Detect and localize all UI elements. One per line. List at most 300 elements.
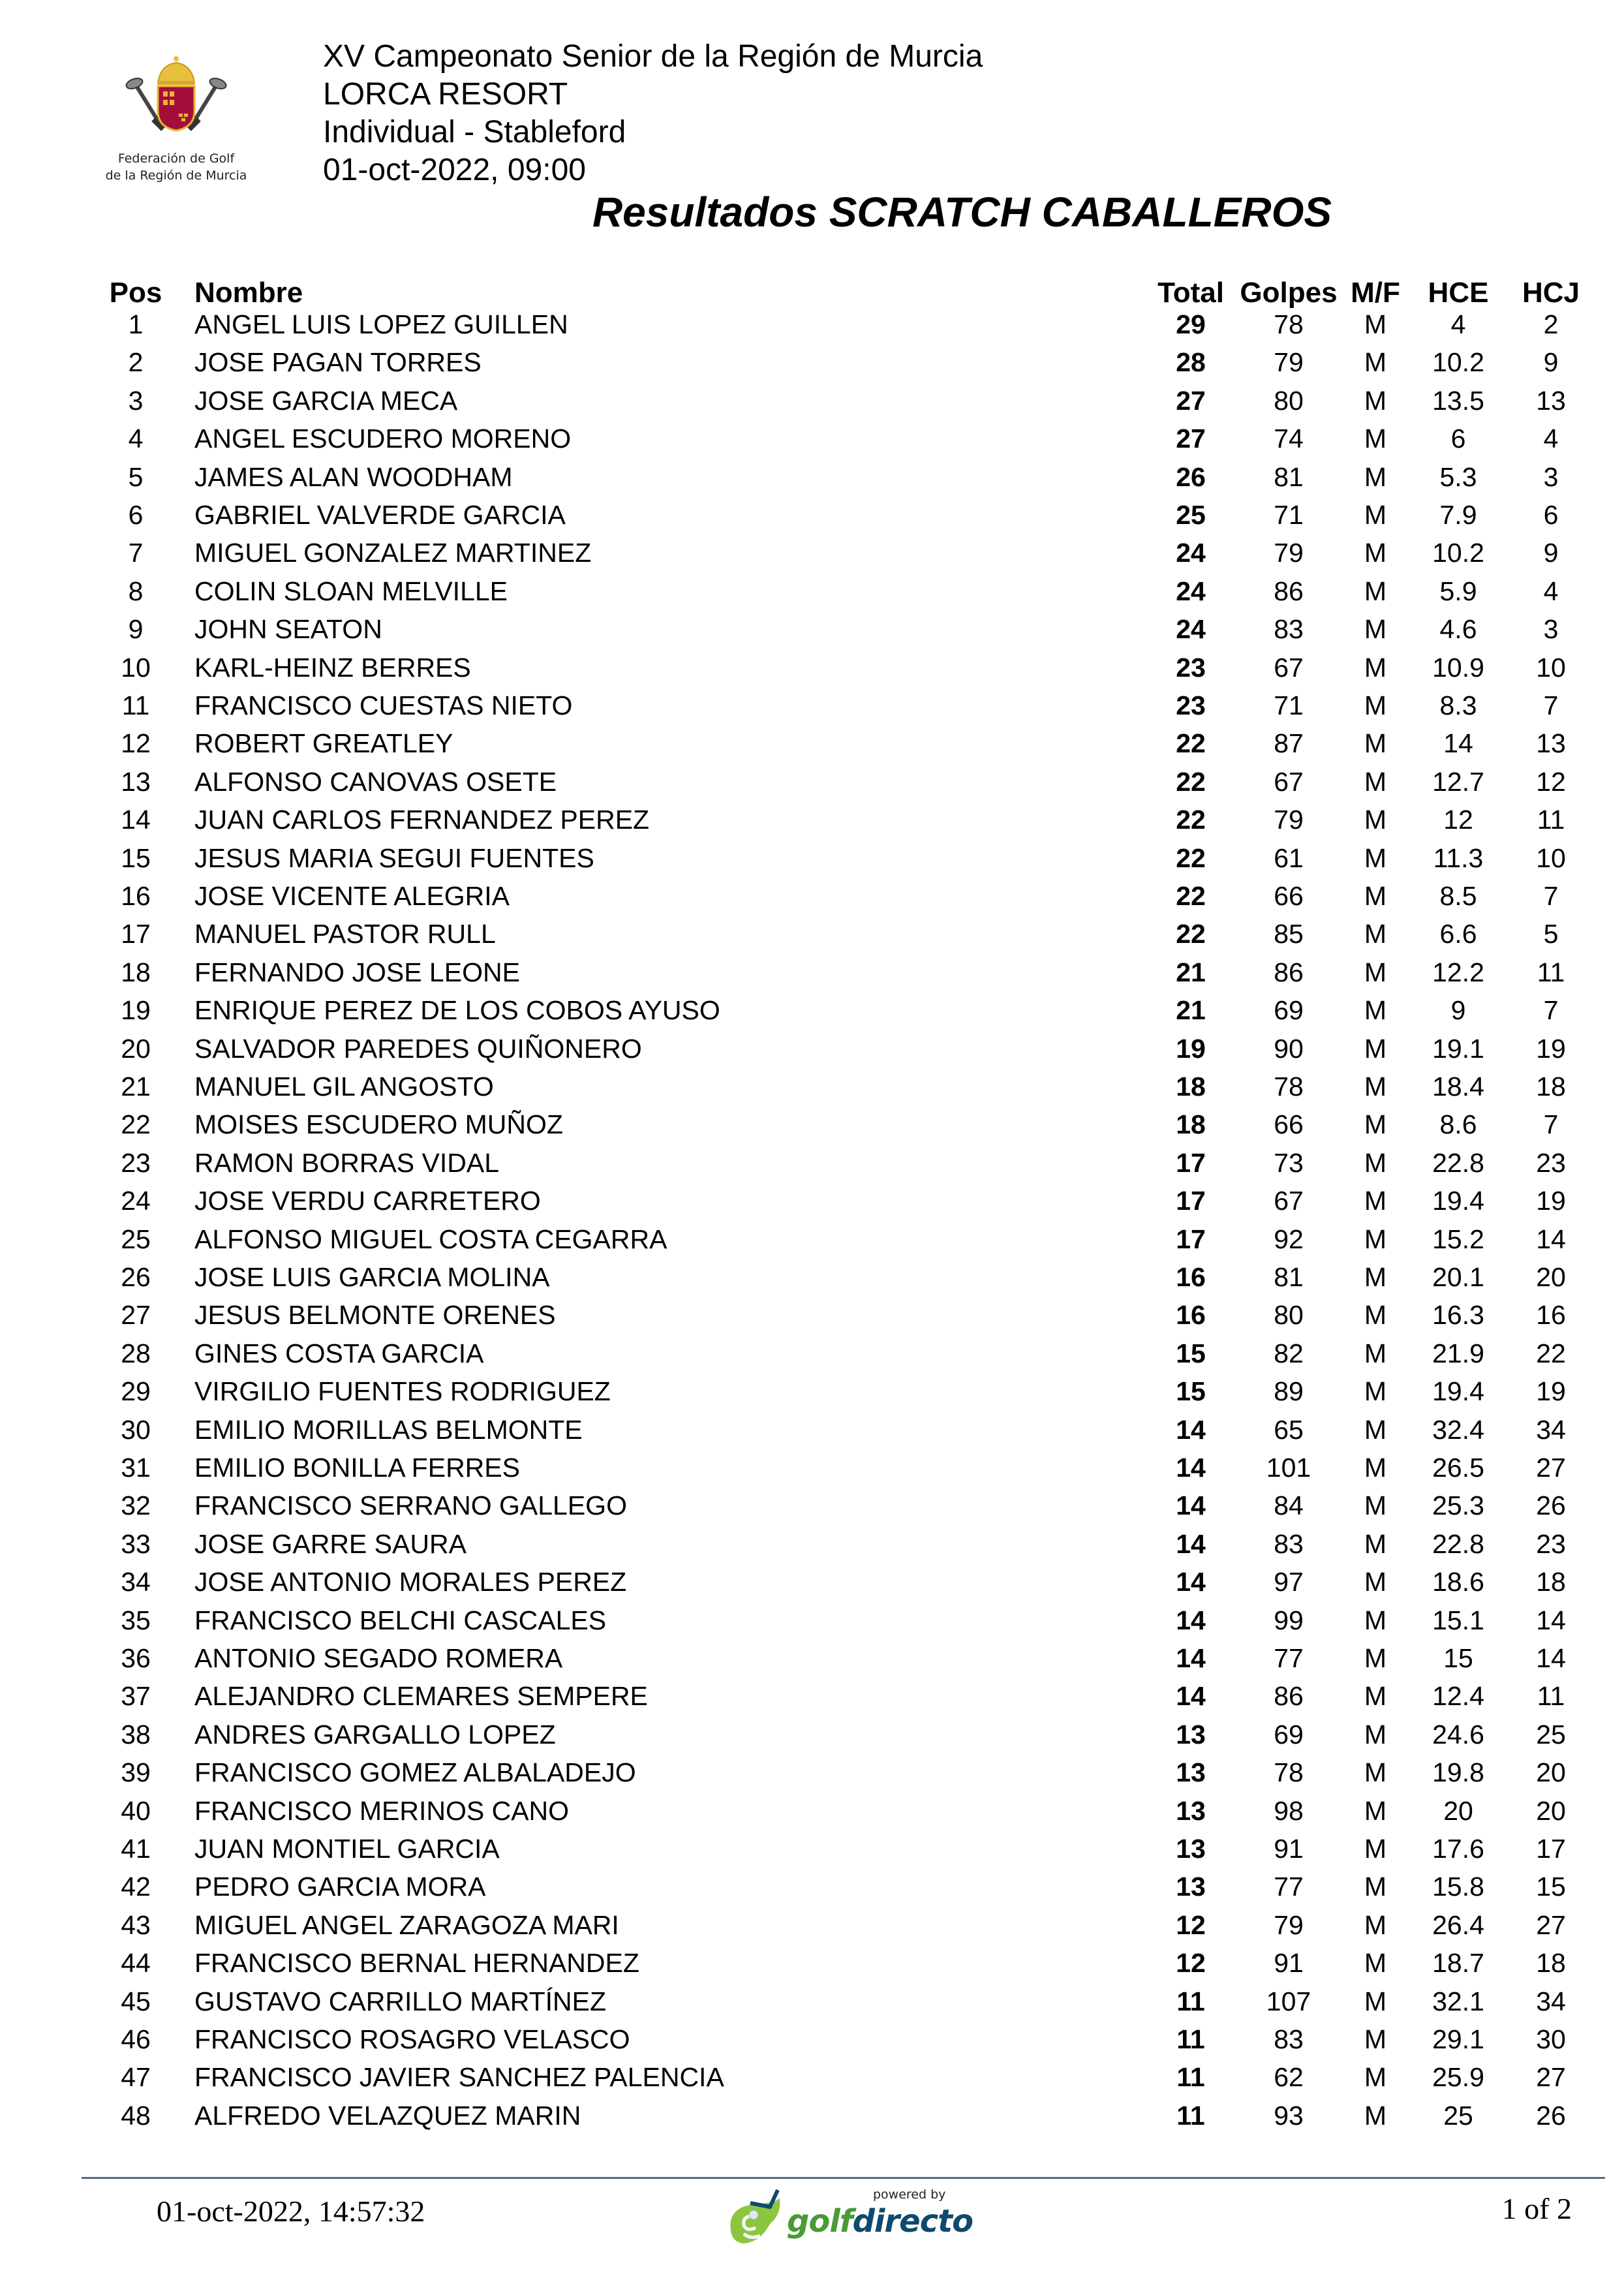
cell-name: ANGEL LUIS LOPEZ GUILLEN — [194, 309, 568, 339]
table-row — [0, 1982, 1624, 2020]
cell-mf: M — [1364, 424, 1387, 454]
cell-hce: 14 — [1443, 728, 1473, 759]
table-row — [0, 420, 1624, 457]
cell-total: 21 — [1176, 995, 1206, 1026]
cell-golpes: 86 — [1274, 576, 1304, 606]
cell-hcj: 13 — [1536, 728, 1566, 759]
column-header-golpes: Golpes — [1240, 277, 1338, 309]
cell-golpes: 62 — [1274, 2062, 1304, 2093]
cell-name: COLIN SLOAN MELVILLE — [194, 576, 508, 606]
cell-golpes: 79 — [1274, 538, 1304, 568]
cell-pos: 34 — [121, 1567, 151, 1597]
cell-pos: 30 — [121, 1414, 151, 1445]
cell-total: 12 — [1176, 1948, 1206, 1979]
cell-total: 22 — [1176, 881, 1206, 911]
cell-hcj: 18 — [1536, 1948, 1566, 1979]
cell-hce: 26.5 — [1432, 1453, 1484, 1483]
cell-golpes: 78 — [1274, 309, 1304, 339]
event-header — [323, 38, 983, 189]
cell-name: JOHN SEATON — [194, 614, 382, 645]
cell-hcj: 14 — [1536, 1605, 1566, 1635]
cell-hce: 12.7 — [1432, 766, 1484, 797]
cell-hcj: 26 — [1536, 1490, 1566, 1521]
cell-total: 15 — [1176, 1376, 1206, 1407]
column-header-hcj: HCJ — [1522, 277, 1580, 309]
cell-golpes: 86 — [1274, 957, 1304, 987]
cell-hcj: 18 — [1536, 1567, 1566, 1597]
cell-total: 11 — [1176, 2062, 1205, 2093]
cell-total: 26 — [1176, 461, 1206, 492]
cell-pos: 44 — [121, 1948, 151, 1979]
golfdirecto-logo — [724, 2185, 973, 2250]
cell-hce: 15.8 — [1432, 1872, 1484, 1902]
cell-golpes: 84 — [1274, 1490, 1304, 1521]
cell-mf: M — [1364, 1338, 1387, 1368]
cell-hce: 12.4 — [1432, 1681, 1484, 1712]
cell-mf: M — [1364, 1490, 1387, 1521]
cell-hce: 9 — [1450, 995, 1466, 1026]
federation-name-line1: Federación de Golf — [117, 151, 235, 166]
cell-total: 15 — [1176, 1338, 1206, 1368]
cell-hcj: 17 — [1536, 1834, 1566, 1864]
page-indicator: 1 of 2 — [1501, 2192, 1572, 2225]
cell-golpes: 79 — [1274, 347, 1304, 378]
golf-club-left-icon — [136, 85, 160, 124]
cell-hcj: 14 — [1536, 1643, 1566, 1673]
cell-name: EMILIO MORILLAS BELMONTE — [194, 1414, 583, 1445]
cell-total: 23 — [1176, 690, 1206, 720]
table-row — [0, 382, 1624, 420]
cell-total: 14 — [1176, 1681, 1206, 1712]
table-row — [0, 1944, 1624, 1982]
cell-hce: 16.3 — [1432, 1300, 1484, 1331]
cell-hcj: 11 — [1537, 805, 1565, 835]
print-timestamp: 01-oct-2022, 14:57:32 — [157, 2195, 425, 2228]
cell-golpes: 78 — [1274, 1757, 1304, 1788]
cell-name: FRANCISCO CUESTAS NIETO — [194, 690, 573, 720]
table-row — [0, 1030, 1624, 1068]
table-row — [0, 458, 1624, 496]
cell-name: ROBERT GREATLEY — [194, 728, 453, 759]
cell-pos: 36 — [121, 1643, 151, 1673]
cell-name: FRANCISCO MERINOS CANO — [194, 1795, 570, 1826]
cell-golpes: 65 — [1274, 1414, 1304, 1445]
cell-hcj: 23 — [1536, 1147, 1566, 1178]
table-row — [0, 763, 1624, 801]
cell-total: 24 — [1176, 614, 1206, 645]
cell-name: JUAN CARLOS FERNANDEZ PEREZ — [194, 805, 650, 835]
cell-name: FRANCISCO ROSAGRO VELASCO — [194, 2024, 630, 2054]
cell-mf: M — [1364, 1376, 1387, 1407]
column-header-hce: HCE — [1428, 277, 1489, 309]
cell-total: 28 — [1176, 347, 1206, 378]
column-header-nombre: Nombre — [194, 277, 303, 309]
cell-golpes: 82 — [1274, 1338, 1304, 1368]
cell-golpes: 66 — [1274, 881, 1304, 911]
cell-hce: 12.2 — [1432, 957, 1484, 987]
table-row — [0, 1906, 1624, 1944]
cell-hcj: 7 — [1543, 690, 1559, 720]
cell-golpes: 67 — [1274, 652, 1304, 683]
cell-total: 22 — [1176, 919, 1206, 949]
cell-golpes: 80 — [1274, 1300, 1304, 1331]
cell-pos: 2 — [128, 347, 144, 378]
cell-pos: 31 — [121, 1453, 151, 1483]
cell-golpes: 98 — [1274, 1795, 1304, 1826]
cell-hce: 19.8 — [1432, 1757, 1484, 1788]
cell-hcj: 19 — [1536, 1376, 1566, 1407]
cell-mf: M — [1364, 614, 1387, 645]
cell-total: 27 — [1176, 385, 1206, 416]
cell-golpes: 79 — [1274, 805, 1304, 835]
cell-total: 16 — [1176, 1262, 1206, 1292]
cell-total: 14 — [1176, 1414, 1206, 1445]
cell-name: JAMES ALAN WOODHAM — [194, 461, 513, 492]
cell-mf: M — [1364, 1986, 1387, 2016]
table-row — [0, 1487, 1624, 1524]
cell-pos: 39 — [121, 1757, 151, 1788]
cell-hce: 20.1 — [1432, 1262, 1484, 1292]
table-row — [0, 1449, 1624, 1487]
cell-golpes: 81 — [1274, 461, 1304, 492]
table-row — [0, 1372, 1624, 1410]
golfdirecto-icon — [724, 2185, 789, 2250]
cell-hcj: 14 — [1536, 1224, 1566, 1254]
cell-hce: 20 — [1443, 1795, 1473, 1826]
cell-hce: 19.4 — [1432, 1376, 1484, 1407]
cell-mf: M — [1364, 2062, 1387, 2093]
cell-pos: 18 — [121, 957, 151, 987]
wordmark-golf: golf — [787, 2203, 853, 2240]
cell-name: JOSE GARCIA MECA — [194, 385, 458, 416]
cell-pos: 29 — [121, 1376, 151, 1407]
column-header-pos: Pos — [109, 277, 162, 309]
cell-hcj: 20 — [1536, 1795, 1566, 1826]
cell-hce: 18.6 — [1432, 1567, 1484, 1597]
cell-name: ANDRES GARGALLO LOPEZ — [194, 1719, 556, 1750]
cell-total: 23 — [1176, 652, 1206, 683]
cell-mf: M — [1364, 1453, 1387, 1483]
cell-pos: 32 — [121, 1490, 151, 1521]
cell-pos: 40 — [121, 1795, 151, 1826]
cell-total: 17 — [1176, 1224, 1206, 1254]
table-row — [0, 877, 1624, 915]
cell-hce: 19.4 — [1432, 1186, 1484, 1216]
report-title: Resultados SCRATCH CABALLEROS — [592, 189, 1332, 236]
cell-pos: 24 — [121, 1186, 151, 1216]
cell-golpes: 78 — [1274, 1072, 1304, 1102]
cell-hcj: 27 — [1536, 1453, 1566, 1483]
cell-hce: 8.3 — [1439, 690, 1477, 720]
column-header-mf: M/F — [1351, 277, 1400, 309]
table-row — [0, 801, 1624, 839]
cell-total: 25 — [1176, 500, 1206, 530]
cell-mf: M — [1364, 1262, 1387, 1292]
cell-mf: M — [1364, 805, 1387, 835]
cell-mf: M — [1364, 1528, 1387, 1559]
cell-pos: 26 — [121, 1262, 151, 1292]
cell-golpes: 85 — [1274, 919, 1304, 949]
cell-hcj: 10 — [1536, 652, 1566, 683]
table-row — [0, 686, 1624, 724]
column-header-total: Total — [1157, 277, 1224, 309]
cell-mf: M — [1364, 1414, 1387, 1445]
cell-pos: 21 — [121, 1072, 151, 1102]
cell-pos: 35 — [121, 1605, 151, 1635]
cell-name: FERNANDO JOSE LEONE — [194, 957, 520, 987]
cell-total: 27 — [1176, 424, 1206, 454]
table-row — [0, 1068, 1624, 1105]
cell-pos: 13 — [121, 766, 151, 797]
cell-golpes: 77 — [1274, 1643, 1304, 1673]
cell-hcj: 23 — [1536, 1528, 1566, 1559]
cell-hce: 25.3 — [1432, 1490, 1484, 1521]
cell-name: JOSE GARRE SAURA — [194, 1528, 467, 1559]
cell-pos: 47 — [121, 2062, 151, 2093]
cell-name: FRANCISCO SERRANO GALLEGO — [194, 1490, 627, 1521]
cell-golpes: 101 — [1266, 1453, 1311, 1483]
cell-name: GINES COSTA GARCIA — [194, 1338, 484, 1368]
table-row — [0, 1144, 1624, 1182]
cell-mf: M — [1364, 1567, 1387, 1597]
table-row — [0, 1296, 1624, 1334]
cell-mf: M — [1364, 1719, 1387, 1750]
cell-mf: M — [1364, 766, 1387, 797]
cell-total: 14 — [1176, 1567, 1206, 1597]
cell-pos: 9 — [128, 614, 144, 645]
cell-name: ALFONSO CANOVAS OSETE — [194, 766, 557, 797]
cell-total: 18 — [1176, 1109, 1206, 1140]
table-row — [0, 1525, 1624, 1563]
cell-name: FRANCISCO BERNAL HERNANDEZ — [194, 1948, 639, 1979]
cell-golpes: 99 — [1274, 1605, 1304, 1635]
cell-mf: M — [1364, 728, 1387, 759]
cell-hcj: 11 — [1537, 957, 1565, 987]
cell-golpes: 89 — [1274, 1376, 1304, 1407]
competition-format: Individual - Stableford — [323, 115, 626, 149]
cell-mf: M — [1364, 1948, 1387, 1979]
golf-club-right-icon — [192, 85, 217, 124]
cell-name: JOSE LUIS GARCIA MOLINA — [194, 1262, 550, 1292]
cell-mf: M — [1364, 461, 1387, 492]
cell-hcj: 19 — [1536, 1186, 1566, 1216]
cell-pos: 25 — [121, 1224, 151, 1254]
cell-total: 13 — [1176, 1719, 1206, 1750]
cell-golpes: 83 — [1274, 614, 1304, 645]
cell-total: 19 — [1176, 1033, 1206, 1064]
table-row — [0, 610, 1624, 648]
cell-pos: 5 — [128, 461, 144, 492]
table-row — [0, 1182, 1624, 1220]
cell-mf: M — [1364, 1872, 1387, 1902]
table-row — [0, 2097, 1624, 2135]
cell-hce: 4.6 — [1439, 614, 1477, 645]
cell-mf: M — [1364, 1757, 1387, 1788]
cell-name: JESUS BELMONTE ORENES — [194, 1300, 556, 1331]
cell-golpes: 90 — [1274, 1033, 1304, 1064]
cell-golpes: 61 — [1274, 842, 1304, 873]
cell-hce: 15 — [1443, 1643, 1473, 1673]
cell-name: JOSE VERDU CARRETERO — [194, 1186, 541, 1216]
cell-hcj: 20 — [1536, 1262, 1566, 1292]
cell-hce: 6.6 — [1439, 919, 1477, 949]
cell-golpes: 83 — [1274, 1528, 1304, 1559]
cell-name: MOISES ESCUDERO MUÑOZ — [194, 1109, 563, 1140]
cell-pos: 8 — [128, 576, 144, 606]
cell-pos: 1 — [128, 309, 144, 339]
cell-mf: M — [1364, 1795, 1387, 1826]
cell-total: 22 — [1176, 766, 1206, 797]
cell-name: FRANCISCO BELCHI CASCALES — [194, 1605, 607, 1635]
cell-hce: 22.8 — [1432, 1528, 1484, 1559]
cell-hce: 29.1 — [1432, 2024, 1484, 2054]
cell-hcj: 7 — [1543, 995, 1559, 1026]
cell-total: 29 — [1176, 309, 1206, 339]
cell-total: 12 — [1176, 1909, 1206, 1940]
cell-mf: M — [1364, 1605, 1387, 1635]
cell-mf: M — [1364, 347, 1387, 378]
cell-name: ALFONSO MIGUEL COSTA CEGARRA — [194, 1224, 667, 1254]
table-row — [0, 1753, 1624, 1791]
table-row — [0, 724, 1624, 762]
cell-hce: 21.9 — [1432, 1338, 1484, 1368]
cell-hcj: 18 — [1536, 1072, 1566, 1102]
cell-pos: 3 — [128, 385, 144, 416]
cell-pos: 27 — [121, 1300, 151, 1331]
cell-name: MIGUEL GONZALEZ MARTINEZ — [194, 538, 592, 568]
cell-pos: 33 — [121, 1528, 151, 1559]
table-row — [0, 343, 1624, 381]
cell-hcj: 27 — [1536, 2062, 1566, 2093]
cell-mf: M — [1364, 2024, 1387, 2054]
cell-golpes: 66 — [1274, 1109, 1304, 1140]
cell-total: 13 — [1176, 1872, 1206, 1902]
golfdirecto-wordmark — [787, 2203, 973, 2240]
table-row — [0, 839, 1624, 877]
cell-hcj: 9 — [1543, 347, 1559, 378]
table-row — [0, 1105, 1624, 1143]
table-row — [0, 534, 1624, 572]
cell-total: 14 — [1176, 1528, 1206, 1559]
cell-pos: 10 — [121, 652, 151, 683]
table-row — [0, 1220, 1624, 1258]
cell-name: JOSE ANTONIO MORALES PEREZ — [194, 1567, 627, 1597]
cell-mf: M — [1364, 1643, 1387, 1673]
cell-hcj: 15 — [1536, 1872, 1566, 1902]
cell-total: 11 — [1176, 2100, 1205, 2131]
cell-golpes: 81 — [1274, 1262, 1304, 1292]
cell-name: JOSE PAGAN TORRES — [194, 347, 482, 378]
cell-pos: 7 — [128, 538, 144, 568]
cell-total: 13 — [1176, 1757, 1206, 1788]
cell-pos: 20 — [121, 1033, 151, 1064]
cell-total: 13 — [1176, 1795, 1206, 1826]
cell-pos: 41 — [121, 1834, 151, 1864]
cell-hcj: 7 — [1543, 1109, 1559, 1140]
cell-mf: M — [1364, 1224, 1387, 1254]
cell-total: 17 — [1176, 1186, 1206, 1216]
cell-hce: 8.6 — [1439, 1109, 1477, 1140]
cell-mf: M — [1364, 1147, 1387, 1178]
cell-pos: 15 — [121, 842, 151, 873]
table-row — [0, 1792, 1624, 1830]
cell-hce: 32.4 — [1432, 1414, 1484, 1445]
cell-hcj: 34 — [1536, 1986, 1566, 2016]
cell-name: ENRIQUE PEREZ DE LOS COBOS AYUSO — [194, 995, 720, 1026]
cell-total: 24 — [1176, 576, 1206, 606]
cell-golpes: 67 — [1274, 1186, 1304, 1216]
cell-golpes: 91 — [1274, 1948, 1304, 1979]
cell-mf: M — [1364, 538, 1387, 568]
cell-hce: 18.4 — [1432, 1072, 1484, 1102]
cell-hcj: 25 — [1536, 1719, 1566, 1750]
cell-mf: M — [1364, 1072, 1387, 1102]
cell-hce: 5.9 — [1439, 576, 1477, 606]
table-row — [0, 991, 1624, 1029]
coat-of-arms-icon — [98, 46, 254, 144]
cell-name: ALEJANDRO CLEMARES SEMPERE — [194, 1681, 648, 1712]
cell-golpes: 77 — [1274, 1872, 1304, 1902]
cell-golpes: 87 — [1274, 728, 1304, 759]
cell-name: SALVADOR PAREDES QUIÑONERO — [194, 1033, 642, 1064]
cell-hce: 22.8 — [1432, 1147, 1484, 1178]
federation-logo — [98, 46, 254, 186]
cell-golpes: 80 — [1274, 385, 1304, 416]
event-datetime: 01-oct-2022, 09:00 — [323, 153, 586, 187]
cell-hcj: 19 — [1536, 1033, 1566, 1064]
cell-hce: 26.4 — [1432, 1909, 1484, 1940]
cell-hce: 12 — [1443, 805, 1473, 835]
cell-hcj: 4 — [1543, 576, 1559, 606]
footer-divider — [82, 2177, 1605, 2179]
cell-hcj: 4 — [1543, 424, 1559, 454]
cell-mf: M — [1364, 881, 1387, 911]
cell-mf: M — [1364, 1033, 1387, 1064]
cell-pos: 28 — [121, 1338, 151, 1368]
cell-pos: 45 — [121, 1986, 151, 2016]
venue-name: LORCA RESORT — [323, 77, 568, 112]
cell-mf: M — [1364, 2100, 1387, 2131]
cell-total: 11 — [1176, 2024, 1205, 2054]
cell-hcj: 22 — [1536, 1338, 1566, 1368]
cell-golpes: 67 — [1274, 766, 1304, 797]
cell-total: 22 — [1176, 728, 1206, 759]
powered-by-label: powered by — [873, 2187, 946, 2202]
cell-pos: 14 — [121, 805, 151, 835]
cell-hcj: 12 — [1536, 766, 1566, 797]
cell-hce: 13.5 — [1432, 385, 1484, 416]
cell-hcj: 7 — [1543, 881, 1559, 911]
cell-mf: M — [1364, 995, 1387, 1026]
cell-hcj: 10 — [1536, 842, 1566, 873]
cell-hce: 7.9 — [1439, 500, 1477, 530]
table-row — [0, 1334, 1624, 1372]
table-row — [0, 1601, 1624, 1639]
cell-name: VIRGILIO FUENTES RODRIGUEZ — [194, 1376, 611, 1407]
cell-hcj: 6 — [1543, 500, 1559, 530]
table-row — [0, 1411, 1624, 1449]
cell-hce: 8.5 — [1439, 881, 1477, 911]
cell-name: MANUEL GIL ANGOSTO — [194, 1072, 494, 1102]
cell-mf: M — [1364, 576, 1387, 606]
cell-hce: 15.1 — [1432, 1605, 1484, 1635]
cell-mf: M — [1364, 842, 1387, 873]
cell-name: EMILIO BONILLA FERRES — [194, 1453, 520, 1483]
table-row — [0, 649, 1624, 686]
cell-hcj: 11 — [1537, 1681, 1565, 1712]
cell-mf: M — [1364, 500, 1387, 530]
cell-pos: 19 — [121, 995, 151, 1026]
